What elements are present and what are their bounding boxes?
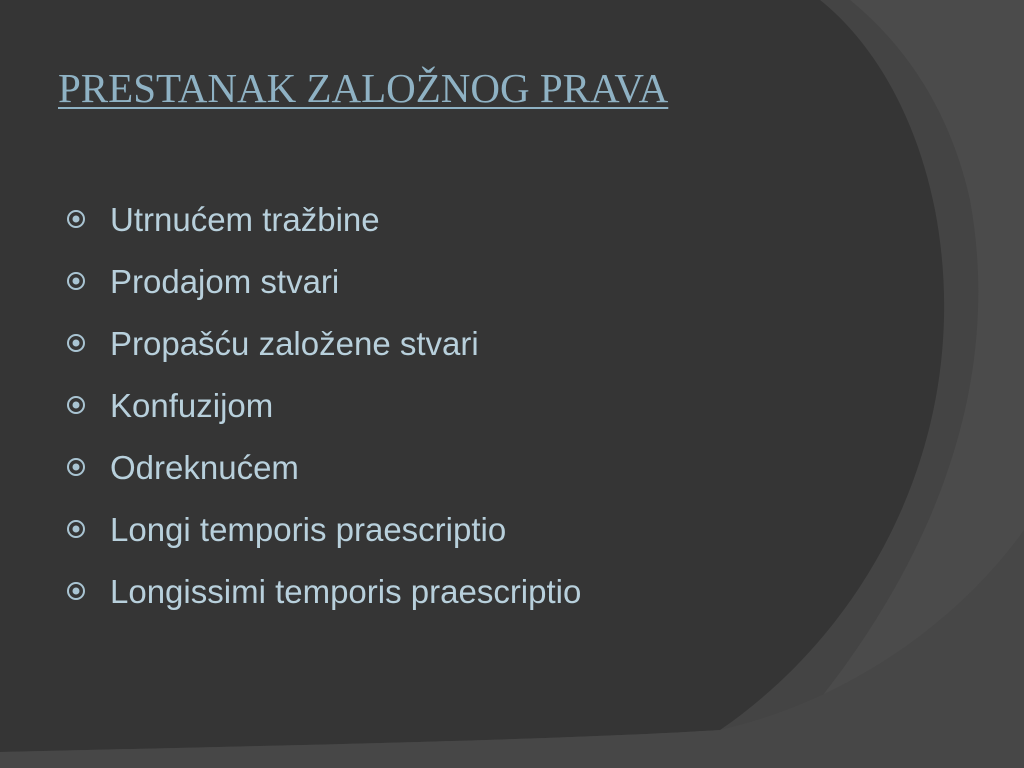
circled-dot-icon bbox=[64, 270, 92, 292]
circled-dot-icon bbox=[64, 580, 92, 602]
bullet-text: Konfuzijom bbox=[110, 386, 274, 424]
slide-title: PRESTANAK ZALOŽNOG PRAVA bbox=[58, 65, 669, 111]
circled-dot-icon bbox=[64, 518, 92, 540]
circled-dot-icon bbox=[64, 394, 92, 416]
list-item bbox=[64, 312, 581, 374]
circled-dot-icon bbox=[64, 456, 92, 478]
list-item bbox=[64, 498, 581, 560]
bullet-text: Odreknućem bbox=[110, 448, 299, 486]
bullet-text: Prodajom stvari bbox=[110, 262, 340, 300]
bullet-text: Longi temporis praescriptio bbox=[110, 510, 507, 548]
circled-dot-icon bbox=[64, 332, 92, 354]
bullet-list bbox=[64, 188, 581, 622]
list-item bbox=[64, 436, 581, 498]
list-item bbox=[64, 374, 581, 436]
circled-dot-icon bbox=[64, 208, 92, 230]
bullet-text: Propašću založene stvari bbox=[110, 324, 479, 362]
list-item bbox=[64, 250, 581, 312]
bullet-text: Longissimi temporis praescriptio bbox=[110, 572, 582, 610]
bullet-text: Utrnućem tražbine bbox=[110, 200, 380, 238]
list-item bbox=[64, 188, 581, 250]
list-item bbox=[64, 560, 581, 622]
